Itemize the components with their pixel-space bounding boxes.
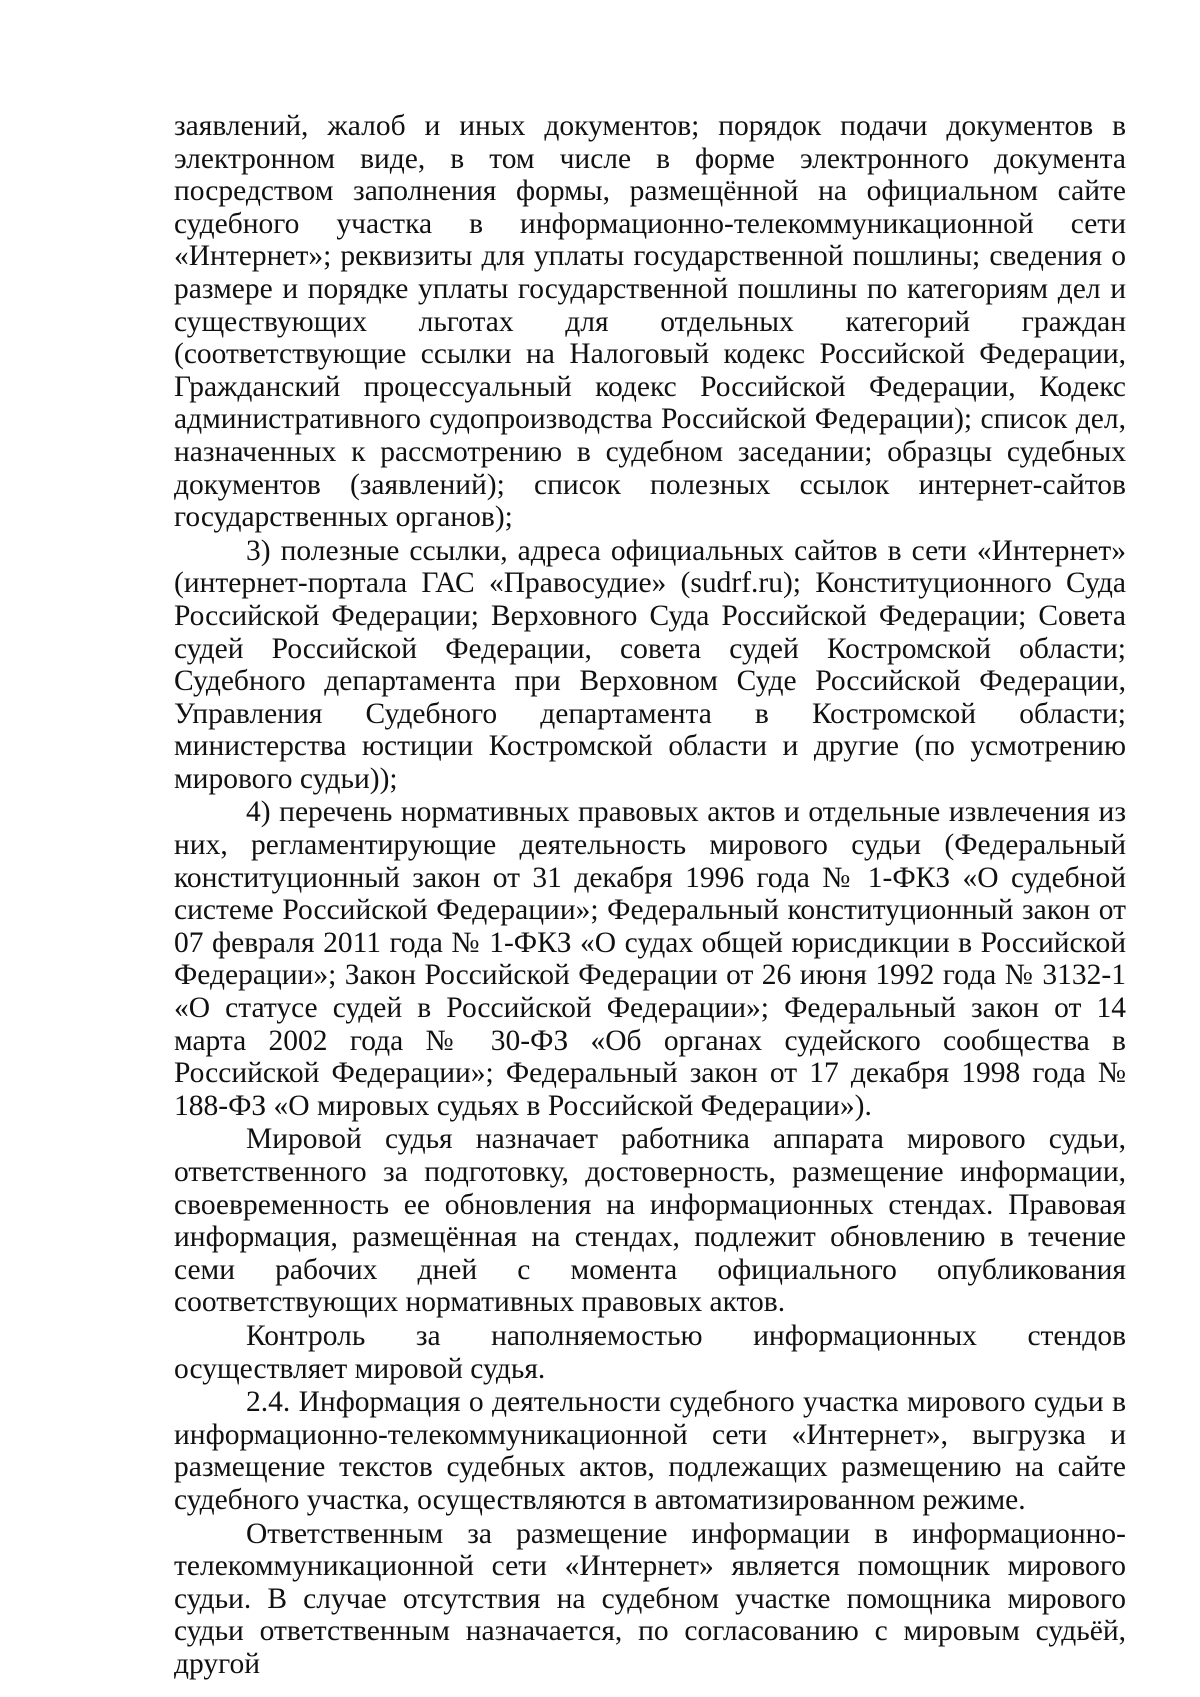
paragraph-responsible-employee: Мировой судья назначает работника аппарата мирового судьи, ответственного за подготовку, достоверность, размещение информации, своевременность ее обновления на информационных стендах. Правовая информация, размещённая на стендах, подлежит обновлению в течение семи рабочих дней с момента официального опубликования соответствующих нормативных правовых актов. xyxy=(174,1123,1126,1319)
paragraph-responsible-internet: Ответственным за размещение информации в информационно-телекоммуникационной сети «Интернет» является помощник мирового судьи. В случае отсутствия на судебном участке помощника мирового судьи ответственным назначается, по согласованию с мировым судьёй, другой xyxy=(174,1517,1126,1680)
paragraph-control: Контроль за наполняемостью информационных стендов осуществляет мировой судья. xyxy=(174,1319,1126,1385)
paragraph-normative-acts: 4) перечень нормативных правовых актов и отдельные извлечения из них, регламентирующие деятельность мирового судьи (Федеральный конституционный закон от 31 декабря 1996 года № 1-ФКЗ «О судебной системе Российской Федерации»; Федеральный конституционный закон от 07 февраля 2011 года № 1-ФКЗ «О судах общей юрисдикции в Российской Федерации»; Закон Российской Федерации от 26 июня 1992 года № 3132-1 «О статусе судей в Российской Федерации»; Федеральный закон от 14 марта 2002 года № 30-ФЗ «Об органах судейского сообщества в Российской Федерации»; Федеральный закон от 17 декабря 1998 года № 188-ФЗ «О мировых судьях в Российской Федерации»). xyxy=(174,796,1126,1122)
paragraph-continuation: заявлений, жалоб и иных документов; порядок подачи документов в электронном виде, в том числе в форме электронного документа посредством заполнения формы, размещённой на официальном сайте судебного участка в информационно-телекоммуникационной сети «Интернет»; реквизиты для уплаты государственной пошлины; сведения о размере и порядке уплаты государственной пошлины по категориям дел и существующих льготах для отдельных категорий граждан (соответствующие ссылки на Налоговый кодекс Российской Федерации, Гражданский процессуальный кодекс Российской Федерации, Кодекс административного судопроизводства Российской Федерации); список дел, назначенных к рассмотрению в судебном заседании; образцы судебных документов (заявлений); список полезных ссылок интернет-сайтов государственных органов); xyxy=(174,110,1126,534)
document-page xyxy=(174,110,1126,1682)
paragraph-section-2-4: 2.4. Информация о деятельности судебного участка мирового судьи в информационно-телекоммуникационной сети «Интернет», выгрузка и размещение текстов судебных актов, подлежащих размещению на сайте судебного участка, осуществляются в автоматизированном режиме. xyxy=(174,1386,1126,1516)
paragraph-useful-links: 3) полезные ссылки, адреса официальных сайтов в сети «Интернет» (интернет-портала ГАС «Правосудие» (sudrf.ru); Конституционного Суда Российской Федерации; Верховного Суда Российской Федерации; Совета судей Российской Федерации, совета судей Костромской области; Судебного департамента при Верховном Суде Российской Федерации, Управления Судебного департамента в Костромской области; министерства юстиции Костромской области и другие (по усмотрению мирового судьи)); xyxy=(174,534,1126,795)
